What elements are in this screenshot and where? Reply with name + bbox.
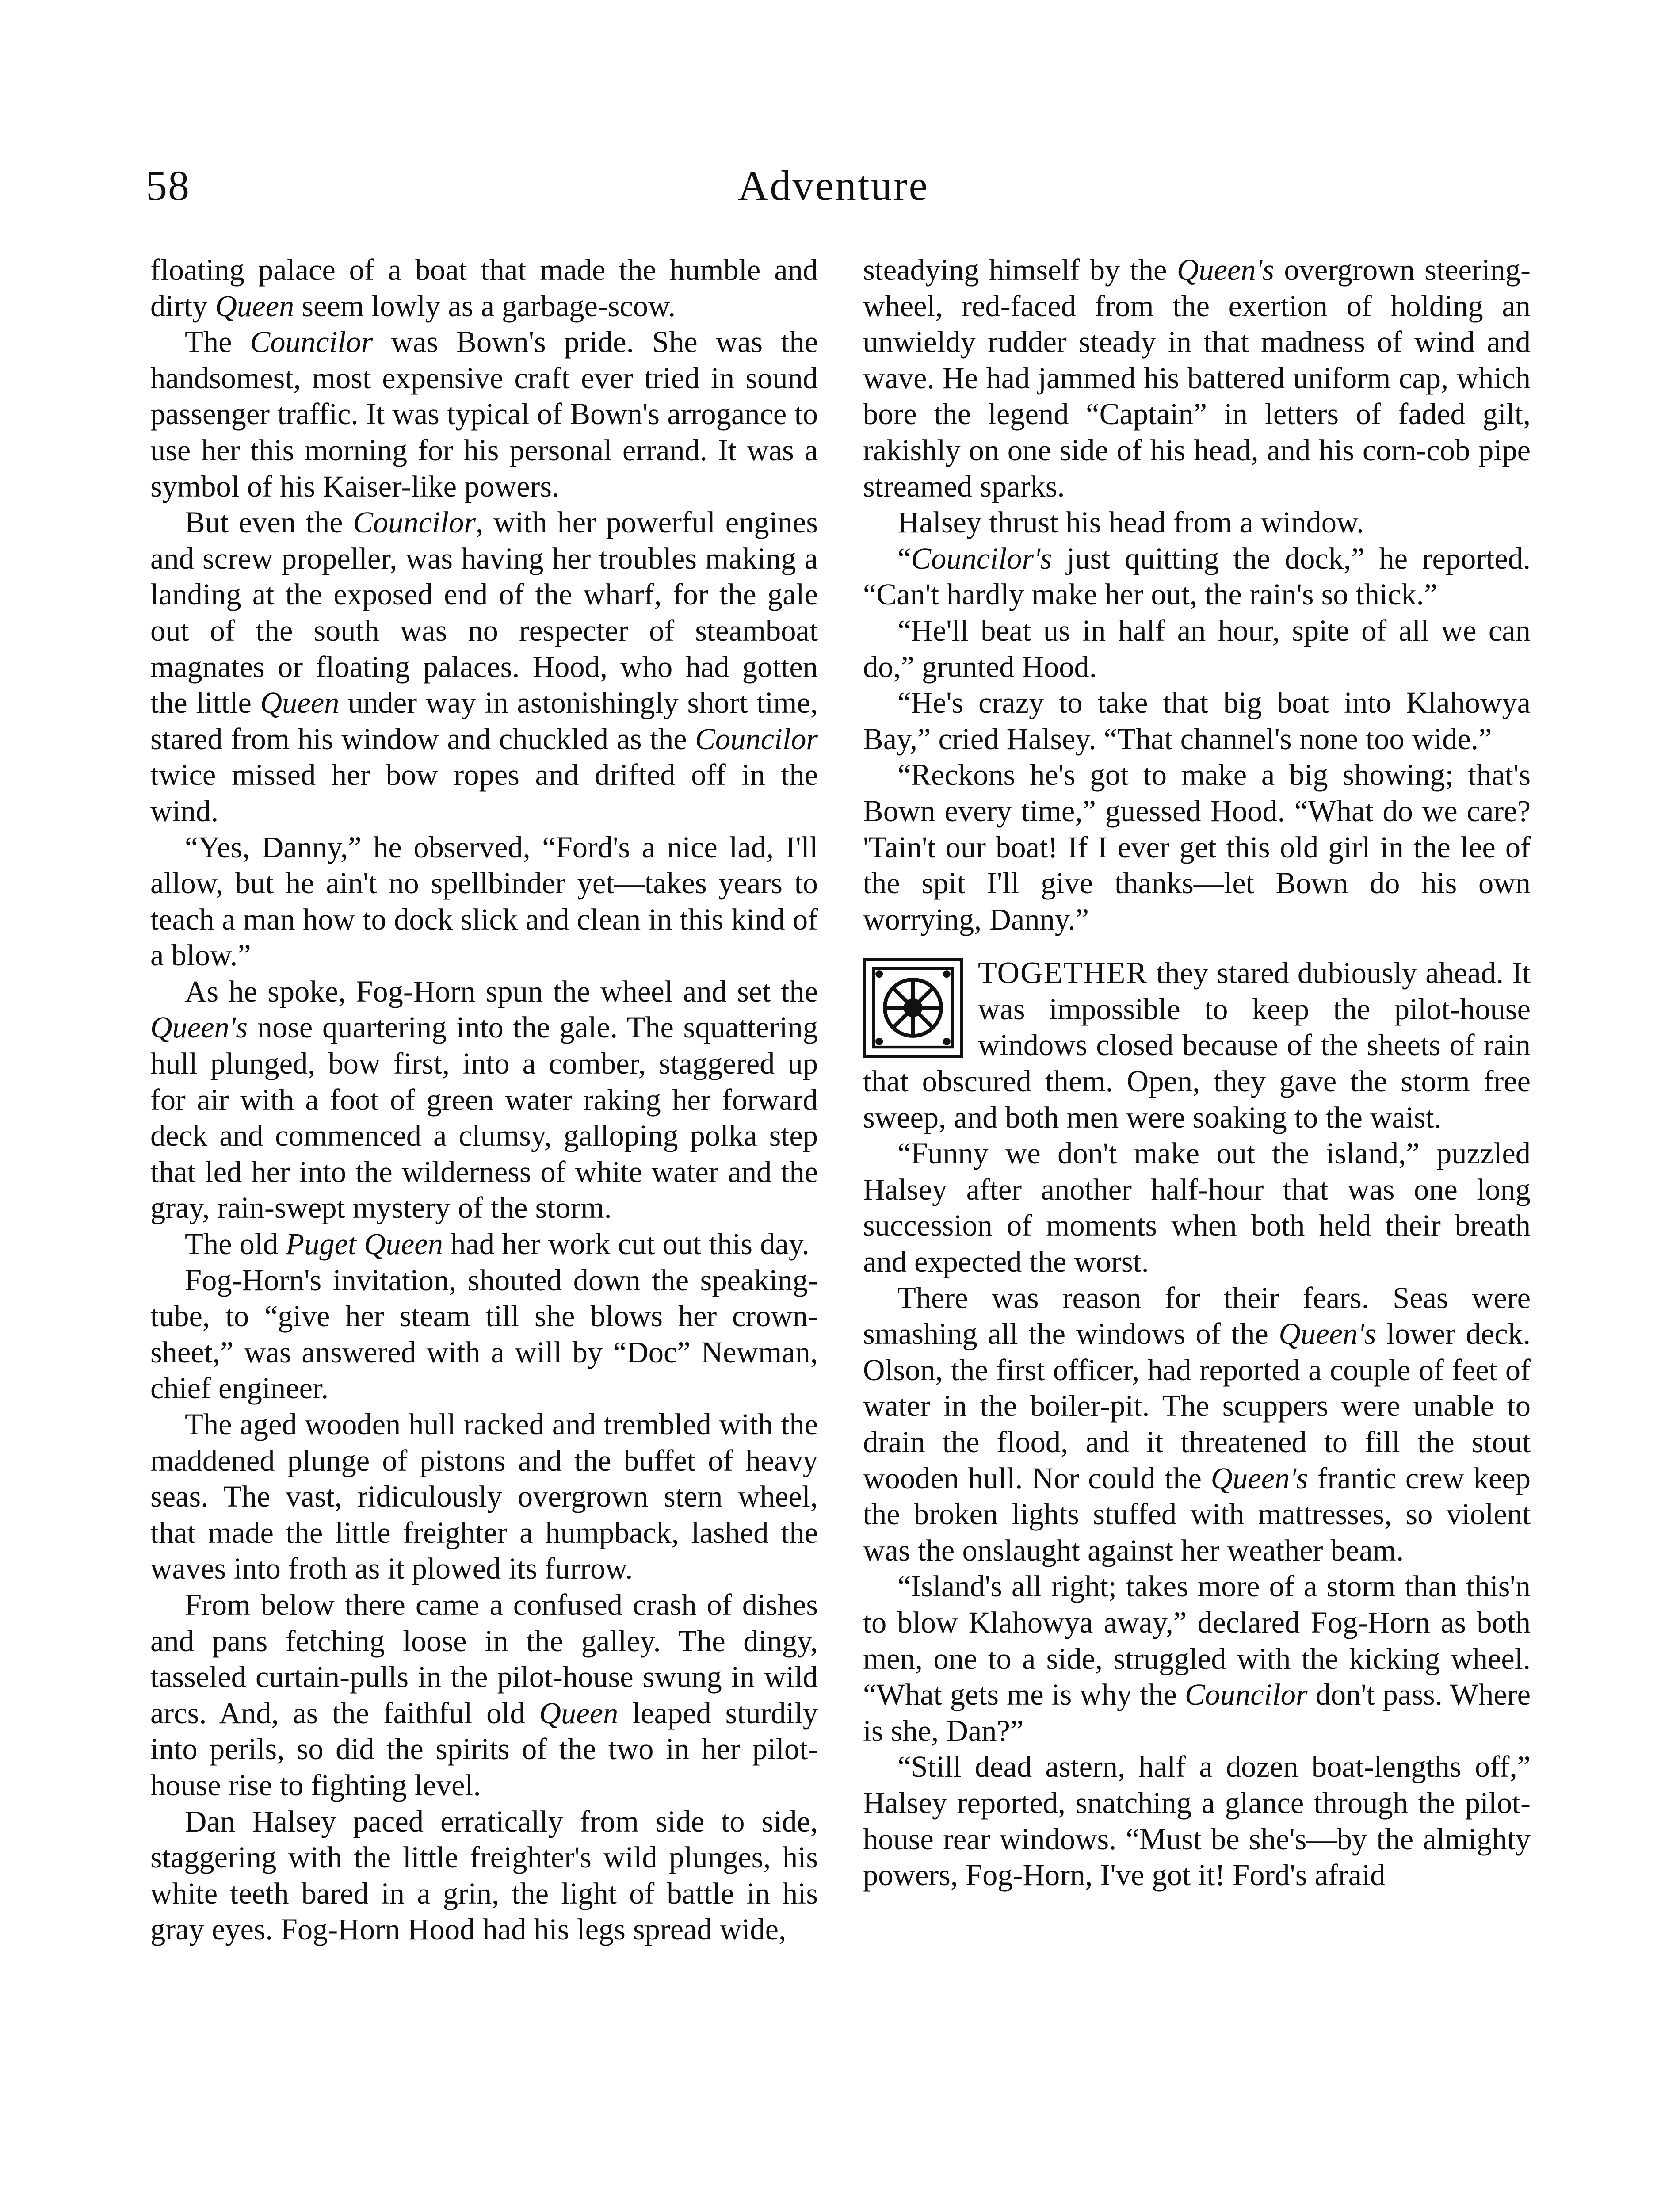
paragraph: From below there came a confused crash of dishes and pans fetching loose in the galley. The dingy, tasseled curtain-pulls in the pilot-house swung in wild arcs. And, as the faithful old Queen leaped sturdily into perils, so did the spirits of the two in her pilot-house rise to fighting level. bbox=[150, 1587, 818, 1802]
paragraph: There was reason for their fears. Seas were smashing all the windows of the Queen's lower deck. Olson, the first officer, had reported a couple of feet of water in the boiler-pit. The scuppers were unable to drain the flood, and it threatened to fill the stout wooden hull. Nor could the Queen's frantic crew keep the broken lights stuffed with mattresses, so violent was the onslaught against her weather beam. bbox=[863, 1281, 1531, 1567]
paragraph: steadying himself by the Queen's overgrown steering-wheel, red-faced from the exertion of holding an unwieldy rudder steady in that madness of wind and wave. He had jammed his battered uniform cap, which bore the legend “Captain” in letters of faded gilt, rakishly on one side of his head, and his corn-cob pipe streamed sparks. bbox=[863, 253, 1531, 503]
running-title: Adventure bbox=[737, 162, 929, 209]
paragraph: “Funny we don't make out the island,” puzzled Halsey after another half-hour that was one long succession of moments when both held their breath and expected the worst. bbox=[863, 1136, 1531, 1279]
paragraph: “Yes, Danny,” he observed, “Ford's a nice lad, I'll allow, but he ain't no spellbinder yet—takes years to teach a man how to dock slick and clean in this kind of a blow.” bbox=[150, 830, 818, 972]
paragraph: As he spoke, Fog-Horn spun the wheel and set the Queen's nose quartering into the gale. The squattering hull plunged, bow first, into a comber, staggered up for air with a foot of green water raking her forward deck and commenced a clumsy, galloping polka step that led her into the wilderness of white water and the gray, rain-swept mystery of the storm. bbox=[150, 974, 818, 1225]
page-header bbox=[146, 159, 1521, 226]
right-column bbox=[863, 252, 1531, 1894]
page-number: 58 bbox=[146, 162, 190, 209]
ornament-icon bbox=[863, 958, 963, 1058]
paragraph: Dan Halsey paced erratically from side to side, staggering with the little freighter's wild plunges, his white teeth bared in a grin, the light of battle in his gray eyes. Fog-Horn Hood had his legs spread wide, bbox=[150, 1804, 818, 1947]
paragraph: “He's crazy to take that big boat into Klahowya Bay,” cried Halsey. “That channel's none too wide.” bbox=[863, 686, 1531, 756]
paragraph: Halsey thrust his head from a window. bbox=[897, 505, 1364, 539]
paragraph: “Island's all right; takes more of a storm than this'n to blow Klahowya away,” declared Fog-Horn as both men, one to a side, struggled with the kicking wheel. “What gets me is why the Councilor don't pass. Where is she, Dan?” bbox=[863, 1569, 1531, 1748]
paragraph: “Councilor's just quitting the dock,” he reported. “Can't hardly make her out, the rain's so thick.” bbox=[863, 541, 1531, 612]
paragraph: But even the Councilor, with her powerful engines and screw propeller, was having her troubles making a landing at the exposed end of the wharf, for the gale out of the south was no respecter of steamboat magnates or floating palaces. Hood, who had gotten the little Queen under way in astonishingly short time, stared from his window and chuckled as the Councilor twice missed her bow ropes and drifted off in the wind. bbox=[150, 505, 818, 828]
paragraph: “He'll beat us in half an hour, spite of all we can do,” grunted Hood. bbox=[863, 613, 1531, 684]
paragraph: The aged wooden hull racked and trembled with the maddened plunge of pistons and the buffet of heavy seas. The vast, ridiculously overgrown stern wheel, that made the little freighter a humpback, lashed the waves into froth as it plowed its furrow. bbox=[150, 1408, 818, 1586]
paragraph: Fog-Horn's invitation, shouted down the speaking-tube, to “give her steam till she blows her crown-sheet,” was answered with a will by “Doc” Newman, chief engineer. bbox=[150, 1263, 818, 1405]
paragraph: “Still dead astern, half a dozen boat-lengths off,” Halsey reported, snatching a glance through the pilot-house rear windows. “Must be she's—by the almighty powers, Fog-Horn, I've got it! Ford's afraid bbox=[863, 1750, 1531, 1892]
left-column bbox=[150, 252, 818, 1948]
paragraph: “Reckons he's got to make a big showing; that's Bown every time,” guessed Hood. “What do we care? 'Tain't our boat! If I ever get this old girl in the lee of the spit I'll give thanks—let Bown do his own worrying, Danny.” bbox=[863, 758, 1531, 936]
paragraph: The Councilor was Bown's pride. She was the handsomest, most expensive craft ever tried in sound passenger traffic. It was typical of Bown's arrogance to use her this morning for his personal errand. It was a symbol of his Kaiser-like powers. bbox=[150, 325, 818, 503]
paragraph: floating palace of a boat that made the humble and dirty Queen seem lowly as a garbage-scow. bbox=[150, 253, 818, 323]
paragraph: The old Puget Queen had her work cut out this day. bbox=[185, 1227, 809, 1261]
section-break-paragraph: TOGETHER they stared dubiously ahead. It was impossible to keep the pilot-house windows closed because of the sheets of rain that obscured them. Open, they gave the storm free sweep, and both men were soaking to the waist. bbox=[863, 956, 1531, 1134]
